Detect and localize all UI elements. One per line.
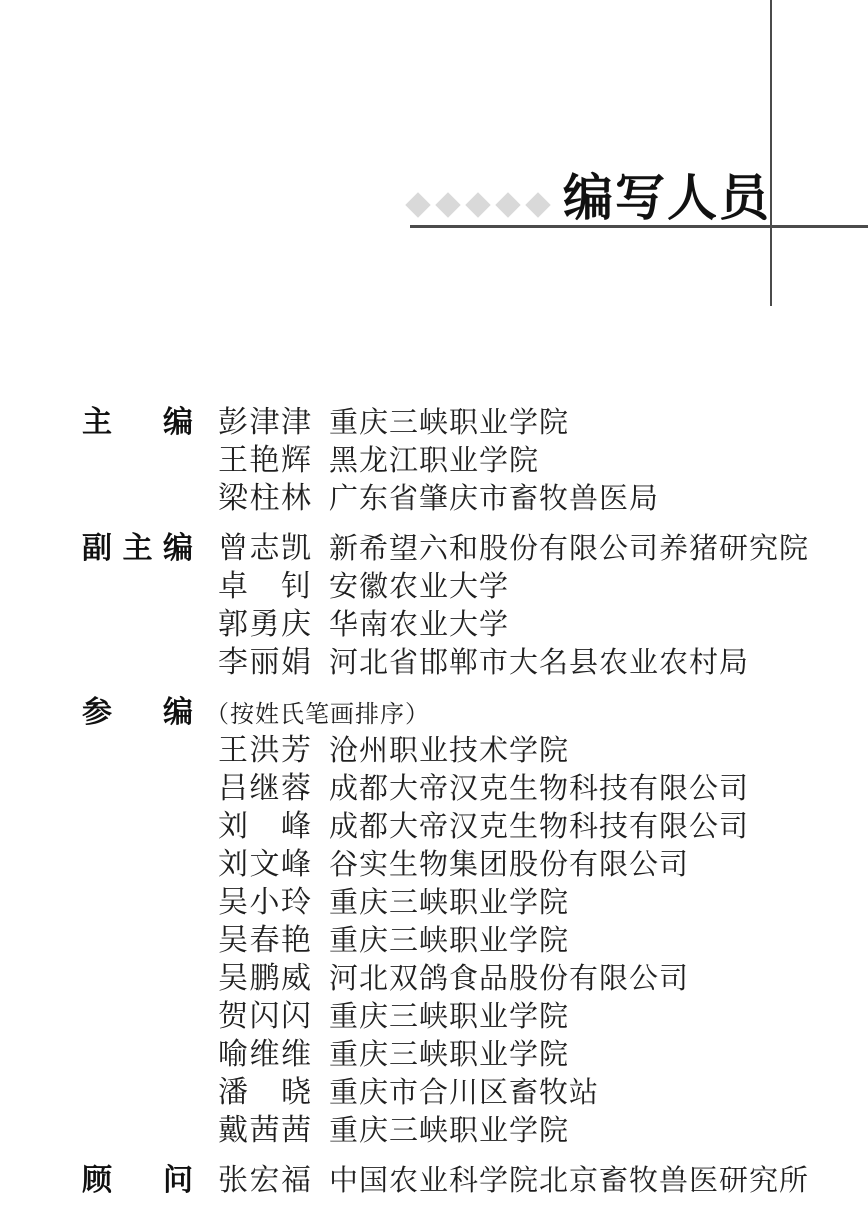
char: 福 — [281, 1164, 311, 1197]
roster-row — [82, 846, 842, 884]
member-name — [218, 1162, 311, 1200]
section-label — [82, 694, 193, 732]
member-affiliation: 重庆三峡职业学院 — [329, 407, 570, 439]
member-name — [218, 960, 311, 998]
section-label — [82, 1162, 193, 1200]
char: 闪 — [249, 1000, 280, 1033]
roster-row — [82, 922, 842, 960]
diamond-icon — [435, 192, 460, 217]
char: 鹏 — [249, 962, 280, 995]
char: 柱 — [249, 482, 280, 515]
char: 卓 — [218, 570, 248, 603]
char: 文 — [249, 848, 280, 881]
roster-section — [82, 1162, 842, 1200]
member-name — [218, 1036, 311, 1074]
char: 问 — [163, 1164, 193, 1197]
char: 吕 — [218, 772, 248, 805]
roster-row — [82, 1112, 842, 1150]
char: 钊 — [281, 570, 311, 603]
roster-row — [82, 1036, 842, 1074]
roster-row — [82, 732, 842, 770]
char: 林 — [281, 482, 311, 515]
member-affiliation: 重庆三峡职业学院 — [329, 1039, 570, 1071]
member-name — [218, 644, 311, 682]
char: 津 — [249, 406, 280, 439]
char: 贺 — [218, 1000, 248, 1033]
diamond-icon — [405, 192, 430, 217]
member-affiliation: 成都大帝汉克生物科技有限公司 — [329, 773, 750, 805]
char: 潘 — [218, 1076, 248, 1109]
roster-row — [82, 442, 842, 480]
char: 维 — [249, 1038, 280, 1071]
char: 艳 — [249, 444, 280, 477]
char: 顾 — [82, 1164, 112, 1197]
roster-row — [82, 1162, 842, 1200]
member-name — [218, 568, 311, 606]
member-name — [218, 808, 311, 846]
section-label — [82, 530, 193, 568]
member-affiliation: 谷实生物集团股份有限公司 — [329, 849, 690, 881]
char: 主 — [82, 406, 112, 439]
char: 梁 — [218, 482, 248, 515]
member-affiliation: 华南农业大学 — [329, 609, 510, 641]
member-affiliation: 重庆三峡职业学院 — [329, 1001, 570, 1033]
char: 喻 — [218, 1038, 248, 1071]
char: 峰 — [281, 848, 311, 881]
char: 蓉 — [281, 772, 311, 805]
char: 刘 — [218, 810, 248, 843]
char: 威 — [281, 962, 311, 995]
char: 丽 — [249, 646, 280, 679]
diamond-icon — [525, 192, 550, 217]
char: 王 — [218, 444, 248, 477]
char: 编 — [163, 696, 193, 729]
char: 主 — [122, 532, 153, 565]
page-header — [409, 170, 771, 226]
member-name — [218, 442, 311, 480]
roster-section — [82, 694, 842, 1150]
section-label — [82, 404, 193, 442]
char: 戴 — [218, 1114, 248, 1147]
member-affiliation: 黑龙江职业学院 — [329, 445, 540, 477]
roster-section — [82, 404, 842, 518]
member-name — [218, 530, 311, 568]
char: 凯 — [281, 532, 311, 565]
char: 勇 — [249, 608, 280, 641]
char: 参 — [82, 696, 112, 729]
member-affiliation: 中国农业科学院北京畜牧兽医研究所 — [329, 1165, 810, 1197]
vertical-rule — [770, 0, 772, 306]
char: 维 — [281, 1038, 311, 1071]
roster-row — [82, 808, 842, 846]
char: 闪 — [281, 1000, 311, 1033]
member-name — [218, 1074, 311, 1112]
roster — [82, 404, 842, 1211]
char: 吴 — [218, 886, 248, 919]
char: 继 — [249, 772, 280, 805]
roster-row — [82, 606, 842, 644]
roster-row — [82, 770, 842, 808]
member-name — [218, 884, 311, 922]
char: 刘 — [218, 848, 248, 881]
member-name — [218, 1112, 311, 1150]
char: 玲 — [281, 886, 311, 919]
page-title: 编写人员 — [563, 170, 771, 226]
roster-row — [82, 644, 842, 682]
member-affiliation: 安徽农业大学 — [329, 571, 510, 603]
member-affiliation: 新希望六和股份有限公司养猪研究院 — [329, 533, 810, 565]
char: 副 — [82, 532, 112, 565]
char: 晓 — [281, 1076, 311, 1109]
char: 小 — [249, 886, 280, 919]
roster-row — [82, 568, 842, 606]
char: 洪 — [249, 734, 280, 767]
char: 王 — [218, 734, 248, 767]
roster-row — [82, 960, 842, 998]
char: 吴 — [218, 924, 248, 957]
member-affiliation: 河北双鸽食品股份有限公司 — [329, 963, 690, 995]
char: 艳 — [281, 924, 311, 957]
roster-row — [82, 884, 842, 922]
roster-row — [82, 480, 842, 518]
member-affiliation: 河北省邯郸市大名县农业农村局 — [329, 647, 750, 679]
char: 志 — [249, 532, 280, 565]
char: 芳 — [281, 734, 311, 767]
sort-note: （按姓氏笔画排序） — [205, 702, 430, 728]
char: 编 — [163, 532, 193, 565]
member-name — [218, 998, 311, 1036]
char: 郭 — [218, 608, 248, 641]
diamond-row — [409, 196, 547, 214]
member-affiliation: 沧州职业技术学院 — [329, 735, 570, 767]
member-name — [218, 922, 311, 960]
char: 编 — [163, 406, 193, 439]
member-name — [218, 606, 311, 644]
member-affiliation: 重庆三峡职业学院 — [329, 887, 570, 919]
char: 辉 — [281, 444, 311, 477]
char: 茜 — [281, 1114, 311, 1147]
char: 吴 — [218, 962, 248, 995]
char: 春 — [249, 924, 280, 957]
roster-row — [82, 1074, 842, 1112]
char: 彭 — [218, 406, 248, 439]
roster-row — [82, 998, 842, 1036]
char: 宏 — [249, 1164, 280, 1197]
diamond-icon — [465, 192, 490, 217]
char: 曾 — [218, 532, 248, 565]
diamond-icon — [495, 192, 520, 217]
char: 茜 — [249, 1114, 280, 1147]
member-name — [218, 732, 311, 770]
char: 峰 — [281, 810, 311, 843]
roster-row — [82, 404, 842, 442]
member-affiliation: 重庆三峡职业学院 — [329, 925, 570, 957]
member-affiliation: 成都大帝汉克生物科技有限公司 — [329, 811, 750, 843]
member-affiliation: 重庆三峡职业学院 — [329, 1115, 570, 1147]
roster-section — [82, 530, 842, 682]
member-affiliation: 广东省肇庆市畜牧兽医局 — [329, 483, 660, 515]
char: 娟 — [281, 646, 311, 679]
member-name — [218, 770, 311, 808]
member-name — [218, 404, 311, 442]
char: 津 — [281, 406, 311, 439]
char: 张 — [218, 1164, 248, 1197]
char: 李 — [218, 646, 248, 679]
member-affiliation: 重庆市合川区畜牧站 — [329, 1077, 600, 1109]
roster-row — [82, 530, 842, 568]
member-name — [218, 480, 311, 518]
char: 庆 — [281, 608, 311, 641]
roster-row — [82, 694, 842, 732]
member-name — [218, 846, 311, 884]
